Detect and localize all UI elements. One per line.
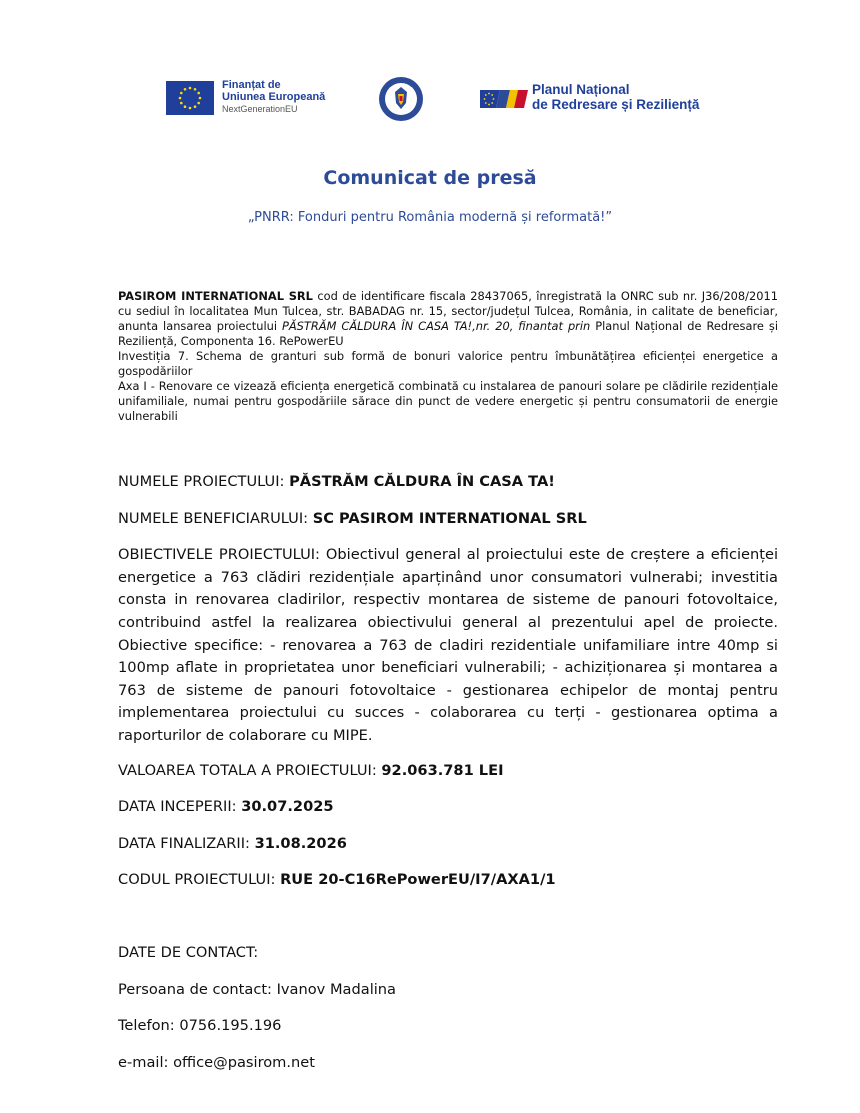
value-label: VALOAREA TOTALA A PROIECTULUI: [118, 761, 382, 779]
pnrr-label [532, 82, 699, 112]
pnrr-flag-icon [480, 86, 530, 112]
end-date-label: DATA FINALIZARII: [118, 834, 255, 852]
objectives-text: Obiectivul general al proiectului este de creștere a eficienței energetice a 763 clădiri rezidențiale aparținând unor consumatori vulnerabi; investitia consta in renovarea cladirilor, respectiv montarea de sisteme de panouri fotovoltaice, contribuind astfel la realizarea obiectivului general al prezentului apel de proiecte. Obiective specifice: - renovarea a 763 de cladiri rezidentiale unifamiliare intre 40mp si 100mp aflate in proprietatea unor beneficiari vulnerabili; - achiziționarea și montarea a 763 de sisteme de panouri fotovoltaice - gestionarea echipelor de montaj pentru implementarea proiectului cu succes - colaborarea cu terți - gestionarea optima a raporturilor de colaborare cu MIPE. [118, 546, 779, 744]
start-date-row [118, 796, 778, 819]
page-title: Comunicat de presă [323, 167, 537, 189]
intro-text-2: Planul Național de Redresare și Reziliență, Componenta 16. RePowerEU [118, 319, 778, 348]
eu-funding-label [222, 79, 325, 115]
intro-investitie: Investiția 7. Schema de granturi sub formă de bonuri valorice pentru îmbunătățirea eficienței energetice a gospodăriilor [118, 349, 778, 378]
eu-line-2: Uniunea Europeană [222, 91, 326, 103]
start-date-value: 30.07.2025 [241, 798, 334, 816]
contact-person: Persoana de contact: Ivanov Madalina [118, 980, 396, 998]
end-date-value: 31.08.2026 [254, 834, 347, 852]
objectives-label: OBIECTIVELE PROIECTULUI: [118, 546, 326, 564]
company-name: PASIROM INTERNATIONAL SRL [118, 289, 313, 303]
logo-bar [0, 76, 860, 126]
objectives-row [118, 544, 778, 747]
intro-axa: Axa I - Renovare ce vizează eficiența energetică combinată cu instalarea de panouri solare pe clădirile rezidențiale unifamiliale, numai pentru gospodăriile sărace din punct de vedere energetic și pentru consumatorii de energie vulnerabili [118, 379, 778, 423]
contact-phone: Telefon: 0756.195.196 [118, 1017, 282, 1035]
project-name-value: PĂSTRĂM CĂLDURA ÎN CASA TA! [289, 473, 555, 490]
project-code-value: RUE 20-C16RePowerEU/I7/AXA1/1 [280, 871, 556, 889]
project-code-row [118, 869, 778, 892]
eu-line-3: NextGenerationEU [222, 104, 298, 114]
value-row [118, 760, 778, 783]
project-code-label: CODUL PROIECTULUI: [118, 871, 281, 889]
page-subtitle: „PNRR: Fonduri pentru România modernă și reformată!” [247, 210, 613, 225]
project-italic: PĂSTRĂM CĂLDURA ÎN CASA TA!,nr. 20, finantat prin [282, 319, 591, 333]
value-amount: 92.063.781 LEI [381, 761, 504, 779]
start-date-label: DATA INCEPERII: [118, 798, 242, 816]
intro-main [118, 289, 778, 349]
contact-heading: DATE DE CONTACT: [118, 943, 259, 961]
project-name-row [118, 471, 778, 494]
intro-text-1: cod de identificare fiscala 28437065, înregistrată la ONRC sub nr. J36/208/2011 cu sediul în localitatea Mun Tulcea, str. BABADAG nr. 15, sector/județul Tulcea, România, in calitate de beneficiar, anunta lansarea proiectului [118, 289, 779, 333]
contact-email: e-mail: office@pasirom.net [118, 1053, 315, 1071]
beneficiary-label: NUMELE BENEFICIARULUI: [118, 509, 313, 527]
intro-paragraph [118, 289, 778, 424]
pnrr-line-2: de Redresare și Reziliență [532, 97, 700, 112]
project-details [118, 471, 778, 1074]
end-date-row [118, 833, 778, 856]
pnrr-line-1: Planul Național [532, 82, 630, 97]
beneficiary-value: SC PASIROM INTERNATIONAL SRL [312, 509, 587, 527]
beneficiary-row [118, 508, 778, 531]
eu-flag-icon [166, 81, 214, 115]
guvernul-romaniei-seal-icon [378, 76, 424, 122]
project-name-label: NUMELE PROIECTULUI: [118, 473, 290, 490]
eu-line-1: Finanțat de [222, 79, 281, 91]
